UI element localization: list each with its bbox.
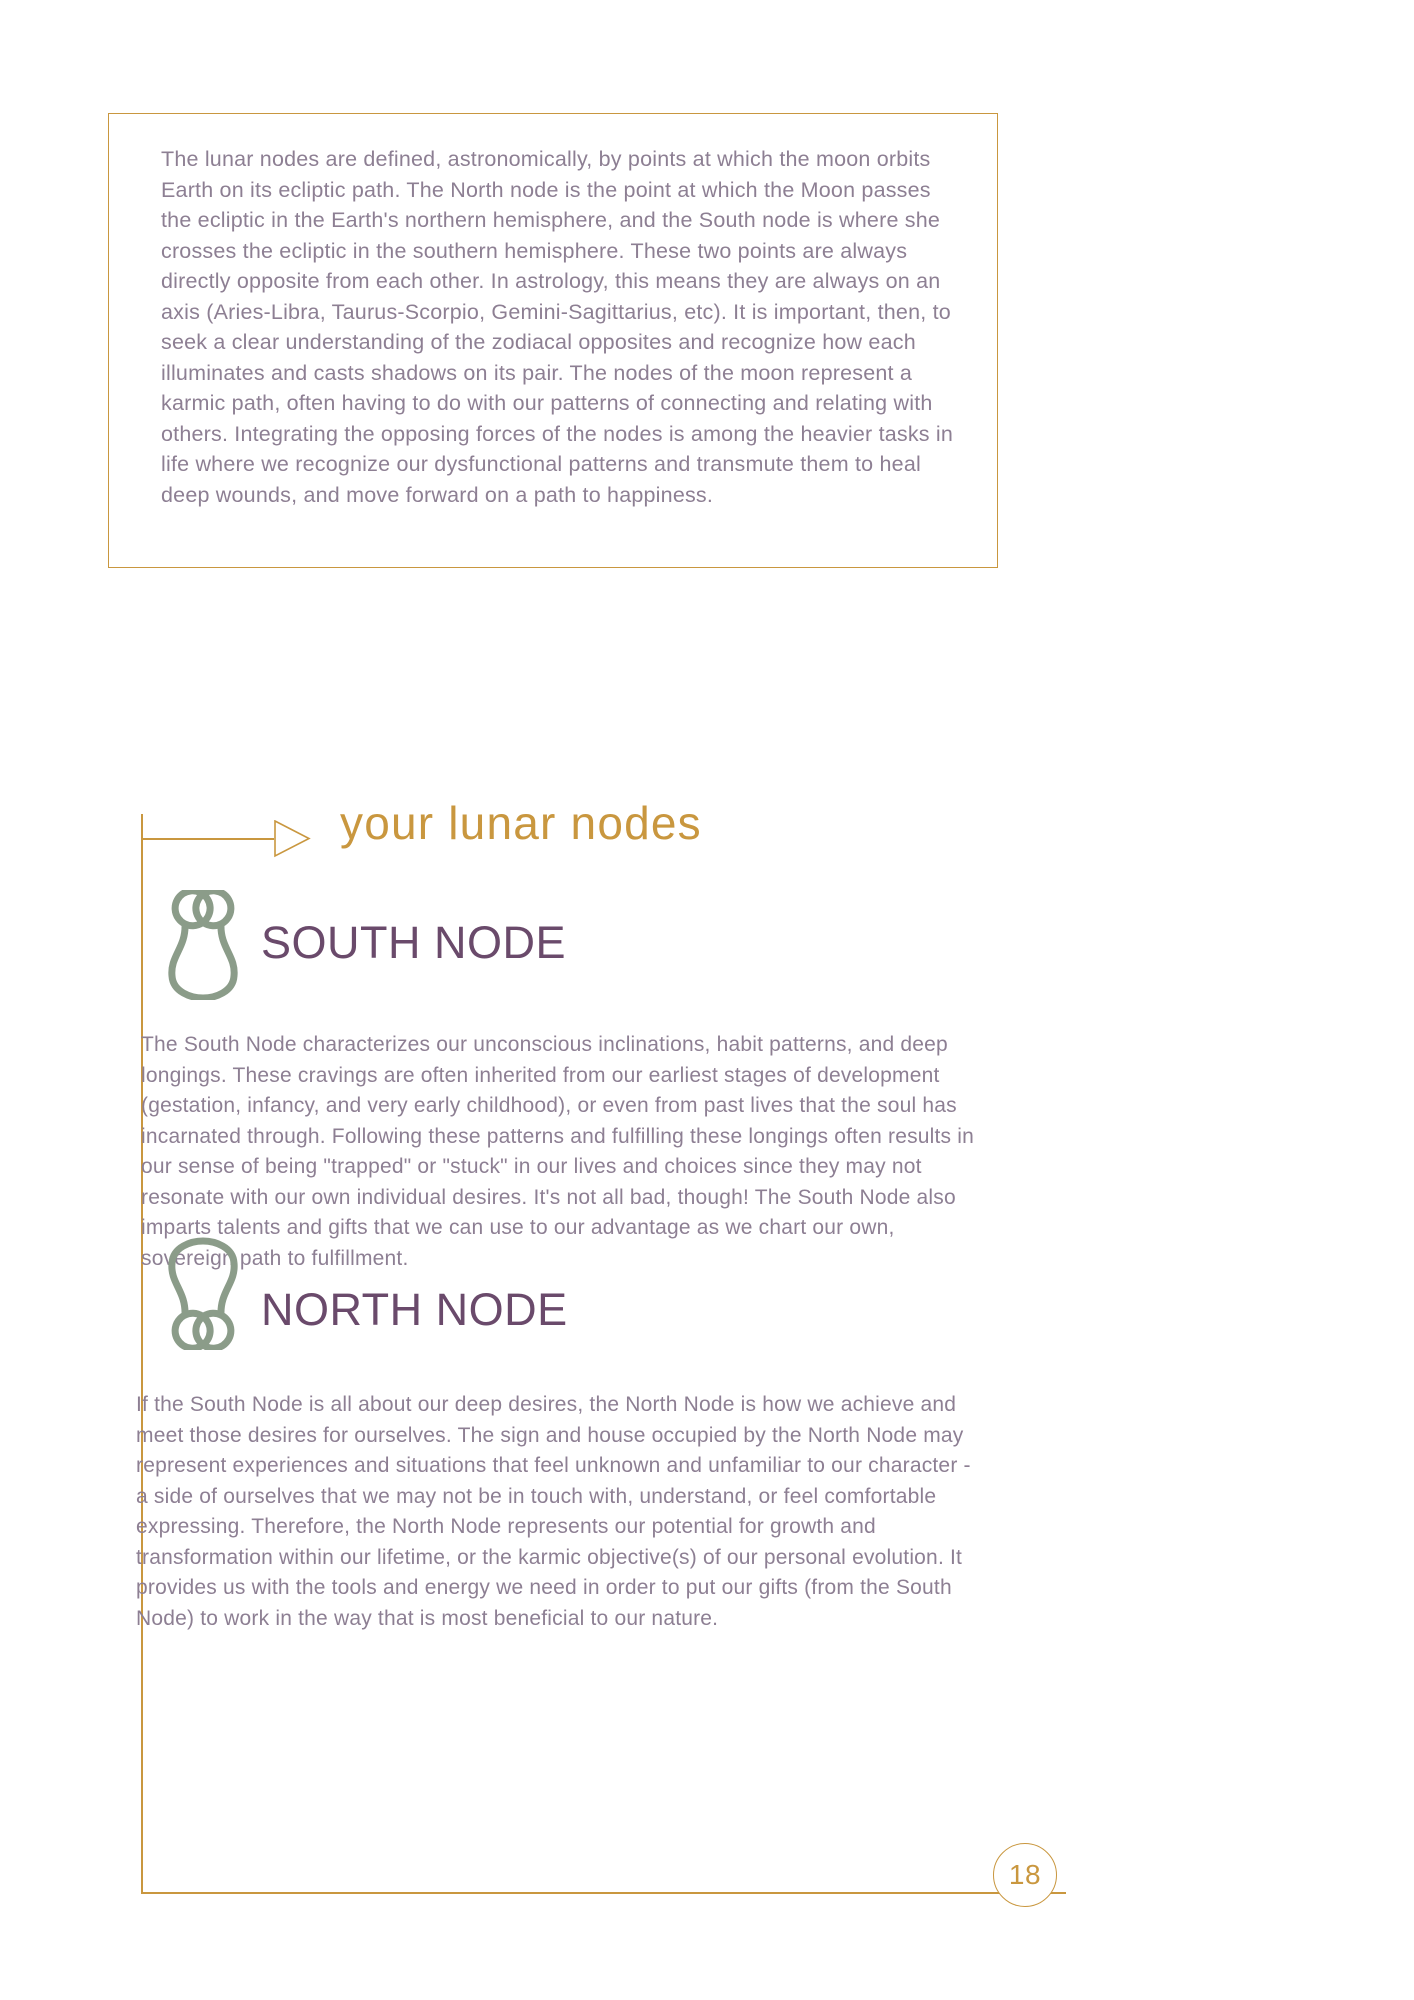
intro-text-box [108, 113, 998, 568]
south-node-paragraph: The South Node characterizes our unconscious inclinations, habit patterns, and deep longings. These cravings are often inherited from our earliest stages of development (gestation, infancy, and very early childhood), or even from past lives that the soul has incarnated through. Following these patterns and fulfilling these longings often results in our sense of being "trapped" or "stuck" in our lives and choices since they may not resonate with our own individual desires. It's not all bad, though! The South Node also imparts talents and gifts that we can use to our advantage as we chart our own, sovereign path to fulfillment. [141, 1033, 981, 1270]
section-arrow-shaft [141, 838, 274, 840]
intro-paragraph: The lunar nodes are defined, astronomically, by points at which the moon orbits Earth on its ecliptic path. The North node is the point at which the Moon passes the ecliptic in the Earth's northern hemisphere, and the South node is where she crosses the ecliptic in the southern hemisphere. These two points are always directly opposite from each other. In astrology, this means they are always on an axis (Aries-Libra, Taurus-Scorpio, Gemini-Sagittarius, etc). It is important, then, to seek a clear understanding of the zodiacal opposites and recognize how each illuminates and casts shadows on its pair. The nodes of the moon represent a karmic path, often having to do with our patterns of connecting and relating with others. Integrating the opposing forces of the nodes is among the heavier tasks in life where we recognize our dysfunctional patterns and transmute them to heal deep wounds, and move forward on a path to happiness. [161, 147, 960, 507]
south-node-heading-row [141, 880, 1071, 990]
frame-bottom-rule [141, 1892, 1066, 1894]
north-node-heading-row [141, 1235, 1071, 1345]
page-title: your lunar nodes [340, 797, 702, 849]
south-node-title: SOUTH NODE [261, 917, 567, 968]
south-node-section [141, 880, 1071, 1270]
south-node-symbol [153, 890, 253, 1000]
north-node-title: NORTH NODE [261, 1284, 568, 1335]
north-node-section [136, 1235, 1071, 1630]
page-number-label: 18 [1008, 1859, 1042, 1890]
north-node-paragraph: If the South Node is all about our deep desires, the North Node is how we achieve and meet those desires for ourselves. The sign and house occupied by the North Node may represent experiences and situations that feel unknown and unfamiliar to our character - a side of ourselves that we may not be in touch with, understand, or feel comfortable expressing. Therefore, the North Node represents our potential for growth and transformation within our lifetime, or the karmic objective(s) of our personal evolution. It provides us with the tools and energy we need in order to put our gifts (from the South Node) to work in the way that is most beneficial to our nature. [136, 1393, 977, 1630]
north-node-symbol [153, 1235, 253, 1350]
page-number-badge [993, 1843, 1057, 1907]
